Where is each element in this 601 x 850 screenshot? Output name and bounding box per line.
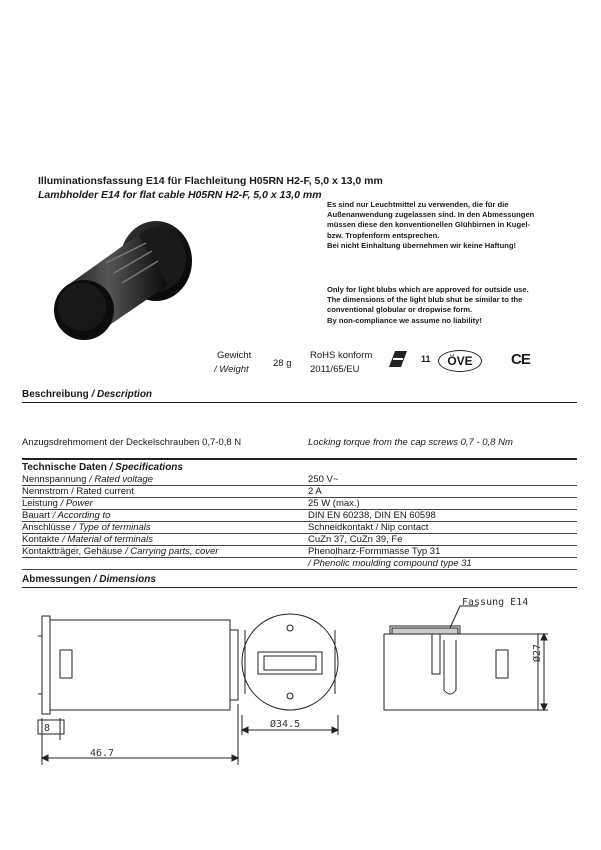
ce-mark: CE — [511, 351, 530, 368]
note-line: The dimensions of the light blub shut be similar to the — [327, 295, 523, 305]
description-text-de: Anzugsdrehmoment der Deckelschrauben 0,7-0,8 N — [22, 437, 242, 448]
note-line: müssen diese den konventionellen Glühbirnen in Kugel- — [327, 220, 530, 230]
dimensions-heading — [22, 574, 156, 585]
table-row — [22, 534, 577, 546]
spec-label-en: / Rated current — [68, 486, 134, 497]
description-heading-de: Beschreibung — [22, 389, 89, 400]
spec-label — [22, 558, 308, 570]
dim-8: 8 — [44, 723, 51, 734]
label-fassung-e14: Fassung E14 — [462, 597, 529, 608]
weight-label-en: / Weight — [214, 364, 249, 375]
note-line: By non-compliance we assume no liability! — [327, 315, 482, 325]
spec-label-en: / Type of terminals — [70, 522, 151, 533]
spec-label-en: / Carrying parts, cover — [122, 546, 219, 557]
rohs-line2: 2011/65/EU — [310, 364, 360, 375]
spec-label-en: / According to — [50, 510, 111, 521]
spec-label — [22, 498, 308, 510]
spec-label — [22, 510, 308, 522]
spec-label-en: / Material of terminals — [59, 534, 153, 545]
table-row — [22, 522, 577, 534]
note-line: Only for light blubs which are approved for outside use. — [327, 285, 529, 294]
note-line: conventional globular or dropwise form. — [327, 305, 473, 315]
spec-label-de: Kontakte — [22, 534, 60, 545]
note-english — [327, 285, 577, 326]
description-text-en: Locking torque from the cap screws 0,7 - 0,8 Nm — [308, 437, 513, 448]
description-heading — [22, 389, 152, 400]
ove-mark: ÖVE — [438, 350, 482, 372]
enec-mark-icon — [385, 347, 421, 371]
divider — [22, 587, 577, 588]
spec-label-en: / Rated voltage — [86, 474, 153, 485]
table-row — [22, 498, 577, 510]
side-view-left — [38, 616, 238, 765]
spec-value: DIN EN 60238, DIN EN 60598 — [308, 510, 577, 522]
front-view — [242, 614, 338, 735]
spec-label-de: Nennspannung — [22, 474, 87, 485]
spec-label-de: Nennstrom — [22, 486, 69, 497]
dim-27: Ø27 — [532, 643, 543, 662]
note-line: Bei nicht Einhaltung übernehmen wir keine Haftung! — [327, 240, 517, 250]
weight-label-de: Gewicht — [217, 350, 252, 361]
weight-value: 28 g — [273, 358, 292, 369]
description-heading-en: / Description — [88, 389, 153, 400]
spec-label — [22, 546, 308, 558]
enec-number: 11 — [421, 354, 431, 364]
spec-label-de: Anschlüsse — [22, 522, 71, 533]
spec-label — [22, 534, 308, 546]
divider — [22, 458, 577, 460]
spec-value: CuZn 37, CuZn 39, Fe — [308, 534, 577, 546]
spec-label-de: Bauart — [22, 510, 50, 521]
dimensions-heading-de: Abmessungen — [22, 574, 91, 585]
spec-label-en: / Power — [57, 498, 93, 509]
table-row — [22, 546, 577, 558]
note-line: bzw. Tropfenform entsprechen. — [327, 230, 440, 240]
spec-label-de: Kontaktträger, Gehäuse — [22, 546, 123, 557]
product-photo — [28, 205, 218, 350]
title-german: Illuminationsfassung E14 für Flachleitung H05RN H2-F, 5,0 x 13,0 mm — [38, 175, 383, 187]
spec-value: Phenolharz-Formmasse Typ 31 — [308, 546, 577, 558]
dim-34-5: Ø34.5 — [270, 719, 301, 730]
spec-label — [22, 522, 308, 534]
table-row — [22, 486, 577, 498]
dim-46-7: 46.7 — [90, 748, 115, 759]
note-german — [327, 200, 577, 251]
table-row — [22, 558, 577, 570]
spec-label — [22, 474, 308, 486]
title-english: Lambholder E14 for flat cable H05RN H2-F, 5,0 x 13,0 mm — [38, 189, 322, 201]
specs-table — [22, 474, 577, 570]
table-row — [22, 510, 577, 522]
note-line: Es sind nur Leuchtmittel zu verwenden, die für die — [327, 200, 509, 209]
rohs-line1: RoHS konform — [310, 350, 373, 361]
spec-value: / Phenolic moulding compound type 31 — [308, 558, 577, 570]
section-view-right — [384, 606, 548, 710]
specs-heading-de: Technische Daten — [22, 462, 107, 473]
spec-value: 25 W (max.) — [308, 498, 577, 510]
spec-value: Schneidkontakt / Nip contact — [308, 522, 577, 534]
spec-label-de: Leistung — [22, 498, 58, 509]
divider — [22, 402, 577, 403]
specs-heading — [22, 462, 183, 473]
spec-label — [22, 486, 308, 498]
table-row — [22, 474, 577, 486]
spec-value: 250 V~ — [308, 474, 577, 486]
specs-heading-en: / Specifications — [106, 462, 183, 473]
dimensions-heading-en: / Dimensions — [90, 574, 156, 585]
note-line: Außenanwendung zugelassen sind. In den Abmessungen — [327, 210, 535, 220]
spec-value: 2 A — [308, 486, 577, 498]
